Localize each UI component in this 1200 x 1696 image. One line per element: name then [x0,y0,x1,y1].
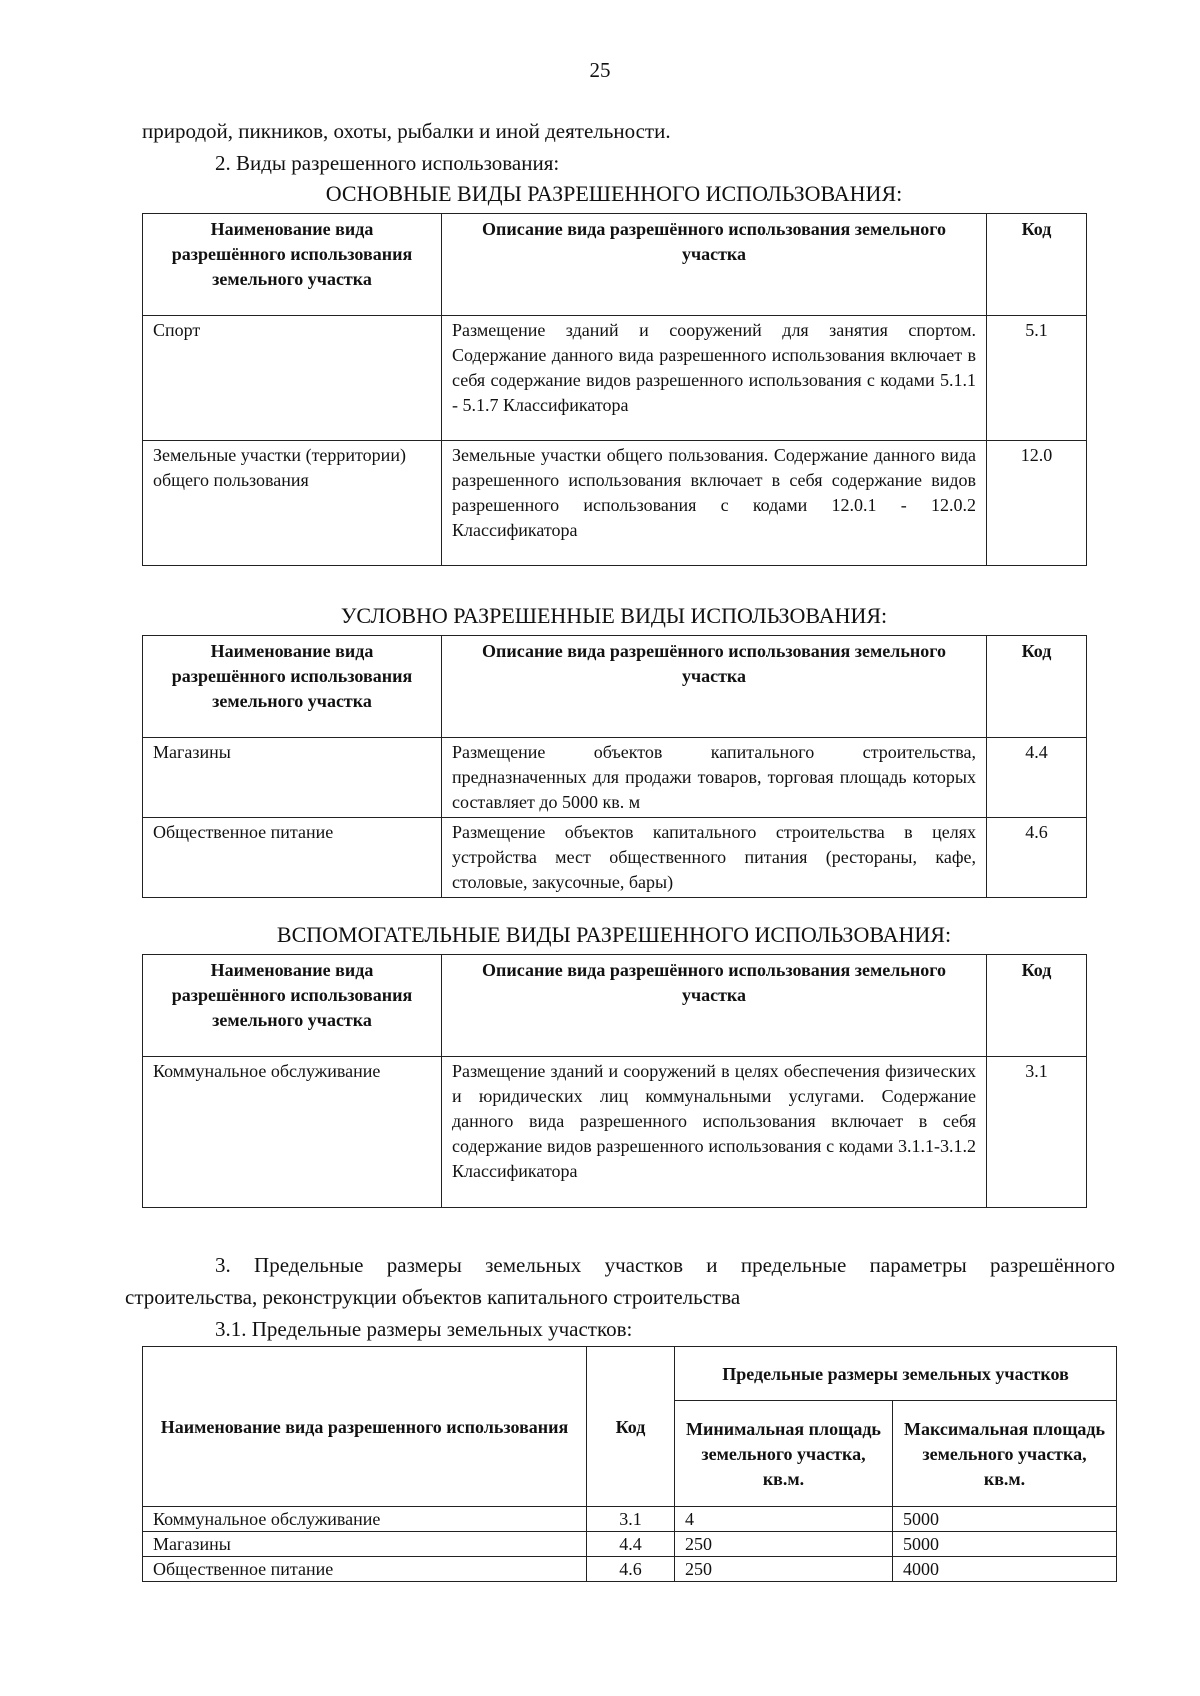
row-name: Общественное питание [143,818,442,898]
section-3-title-line1: 3. Предельные размеры земельных участков и предельные параметры разрешённого [215,1253,1115,1277]
table-row [143,818,1087,898]
header-description: Описание вида разрешённого использования земельного участка [442,955,987,1057]
main-uses-heading: ОСНОВНЫЕ ВИДЫ РАЗРЕШЕННОГО ИСПОЛЬЗОВАНИЯ: [325,181,903,206]
section-3-title-line2: строительства, реконструкции объектов капитального строительства [125,1285,741,1309]
row-max-area: 5000 [893,1532,1117,1557]
row-description: Земельные участки общего пользования. Содержание данного вида разрешенного использования включает в себя содержание видов разрешенного использования с кодами 12.0.1 - 12.0.2 Классификатора [442,441,987,566]
section-2-title: 2. Виды разрешенного использования: [215,151,560,175]
table-header-row [143,636,1087,738]
header-name: Наименование вида разрешённого использования земельного участка [143,214,442,316]
auxiliary-uses-table [142,954,1087,1208]
row-code: 3.1 [587,1507,675,1532]
row-description: Размещение объектов капитального строительства, предназначенных для продажи товаров, торговая площадь которых составляет до 5000 кв. м [442,738,987,818]
table-row [143,738,1087,818]
row-min-area: 4 [675,1507,893,1532]
header-code: Код [987,955,1087,1057]
page-number: 25 [589,58,611,82]
conditional-uses-heading: УСЛОВНО РАЗРЕШЕННЫЕ ВИДЫ ИСПОЛЬЗОВАНИЯ: [340,603,888,628]
row-code: 12.0 [987,441,1087,566]
table-header-row [143,1347,1117,1401]
header-name: Наименование вида разрешённого использования земельного участка [143,636,442,738]
table-row [143,1057,1087,1208]
table-row [143,441,1087,566]
row-description: Размещение зданий и сооружений в целях обеспечения физических и юридических лиц коммунальными услугами. Содержание данного вида разрешенного использования включает в себя содержание видов разрешенного использования с кодами 3.1.1-3.1.2 Классификатора [442,1057,987,1208]
header-description: Описание вида разрешённого использования земельного участка [442,636,987,738]
table-row [143,1507,1117,1532]
row-max-area: 5000 [893,1507,1117,1532]
row-min-area: 250 [675,1557,893,1582]
header-code: Код [987,214,1087,316]
header-name: Наименование вида разрешённого использования земельного участка [143,955,442,1057]
header-use-name: Наименование вида разрешенного использования [143,1347,587,1507]
row-name: Магазины [143,1532,587,1557]
row-min-area: 250 [675,1532,893,1557]
row-code: 4.4 [587,1532,675,1557]
row-name: Земельные участки (территории) общего пользования [143,441,442,566]
section-3-1-title: 3.1. Предельные размеры земельных участков: [215,1317,633,1341]
header-description: Описание вида разрешённого использования земельного участка [442,214,987,316]
header-code: Код [587,1347,675,1507]
row-code: 4.6 [587,1557,675,1582]
row-name: Магазины [143,738,442,818]
header-code: Код [987,636,1087,738]
row-description: Размещение зданий и сооружений для занятия спортом. Содержание данного вида разрешенного использования включает в себя содержание видов разрешенного использования с кодами 5.1.1 - 5.1.7 Классификатора [442,316,987,441]
auxiliary-uses-heading: ВСПОМОГАТЕЛЬНЫЕ ВИДЫ РАЗРЕШЕННОГО ИСПОЛЬЗОВАНИЯ: [276,922,952,947]
row-name: Спорт [143,316,442,441]
plot-size-limits-table [142,1346,1117,1582]
header-size-limits: Предельные размеры земельных участков [675,1347,1117,1401]
row-name: Общественное питание [143,1557,587,1582]
row-code: 4.4 [987,738,1087,818]
row-code: 4.6 [987,818,1087,898]
header-min-area: Минимальная площадь земельного участка, кв.м. [675,1401,893,1507]
table-row [143,316,1087,441]
row-code: 5.1 [987,316,1087,441]
main-uses-table [142,213,1087,566]
row-description: Размещение объектов капитального строительства в целях устройства мест общественного питания (рестораны, кафе, столовые, закусочные, бары) [442,818,987,898]
table-row [143,1557,1117,1582]
row-code: 3.1 [987,1057,1087,1208]
table-row [143,1532,1117,1557]
conditional-uses-table [142,635,1087,898]
row-name: Коммунальное обслуживание [143,1057,442,1208]
table-header-row [143,214,1087,316]
table-header-row [143,955,1087,1057]
intro-line: природой, пикников, охоты, рыбалки и иной деятельности. [142,119,671,143]
row-max-area: 4000 [893,1557,1117,1582]
row-name: Коммунальное обслуживание [143,1507,587,1532]
header-max-area: Максимальная площадь земельного участка, кв.м. [893,1401,1117,1507]
